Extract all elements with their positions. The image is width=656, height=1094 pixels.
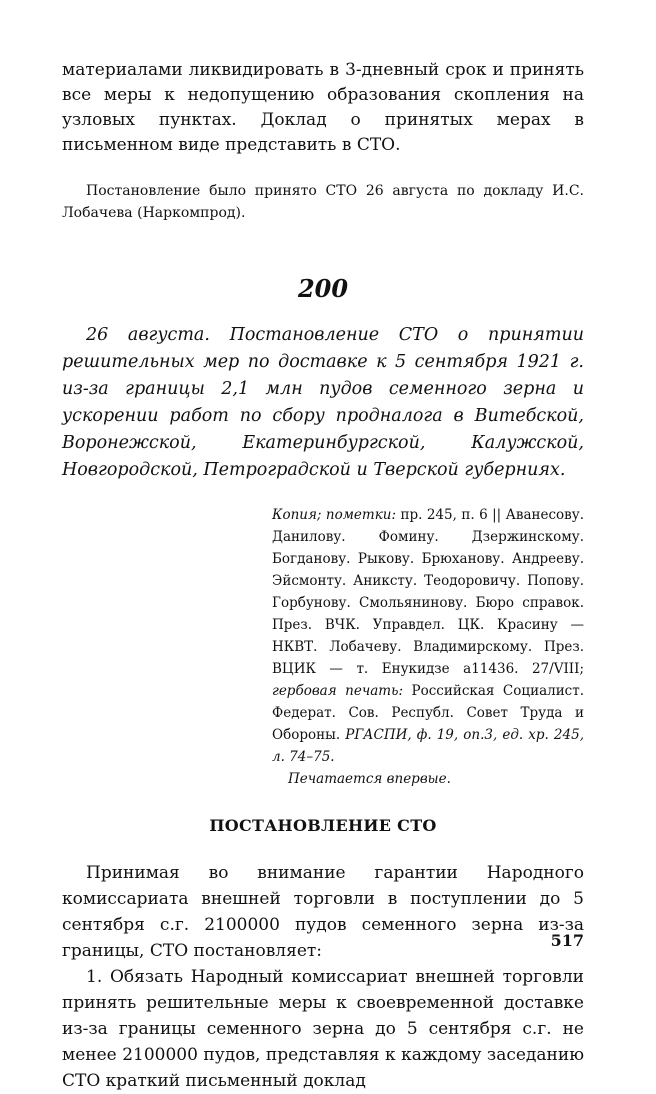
document-number: 200 bbox=[297, 274, 349, 303]
page-number: 517 bbox=[550, 931, 584, 950]
section-heading: ПОСТАНОВЛЕНИЕ СТО bbox=[209, 816, 437, 835]
seal-label: гербовая печать: bbox=[272, 683, 404, 699]
archive-reference bbox=[272, 504, 584, 768]
publication-note: Печатается впервые. bbox=[288, 771, 451, 787]
seal-text: Российская Социалист. Федерат. Сов. Республ. Совет Труда и Обороны. bbox=[272, 683, 585, 743]
editorial-note: Постановление было принято СТО 26 августа по докладу И.С. Лобачева (Наркомпрод). bbox=[62, 183, 584, 221]
archive-source: РГАСПИ, ф. 19, оп.3, ед. хр. 245, л. 74–75. bbox=[272, 727, 584, 765]
page-content bbox=[62, 58, 584, 1094]
continued-paragraph: материалами ликвидировать в 3-дневный срок и принять все меры к недопущению образования скопления на узловых пунктах. Доклад о принятых мерах в письменном виде представить в СТО. bbox=[62, 60, 584, 155]
body-preamble: Принимая во внимание гарантии Народного комиссариата внешней торговли в поступлении до 5 сентября с.г. 2100000 пудов семенного зерна из-за границы, СТО постановляет: bbox=[62, 863, 584, 961]
copy-text: пр. 245, п. 6 || Аванесову. Данилову. Фомину. Дзержинскому. Богданову. Рыкову. Брюханову. Андрееву. Эйсмонту. Аниксту. Теодоровичу. Попову. Горбунову. Смольянинову. Бюро справок. През. ВЧК. Управдел. ЦК. Красину — НКВТ. Лобачеву. Владимирскому. През. ВЦИК — т. Енукидзе а11436. 27/VIII; bbox=[272, 507, 585, 677]
copy-label: Копия; пометки: bbox=[272, 507, 397, 523]
body-item-1: 1. Обязать Народный комиссариат внешней торговли принять решительные меры к своевременной доставке из-за границы семенного зерна до 5 сентября с.г. не менее 2100000 пудов, представляя к каждому заседанию СТО краткий письменный доклад bbox=[62, 967, 584, 1091]
document-title: 26 августа. Постановление СТО о принятии решительных мер по доставке к 5 сентября 1921 г. из-за границы 2,1 млн пудов семенного зерна и ускорении работ по сбору продналога в Витебской, Воронежской, Екатеринбургской, Калужской, Новгородской, Петроградской и Тверской губерниях. bbox=[62, 325, 584, 480]
